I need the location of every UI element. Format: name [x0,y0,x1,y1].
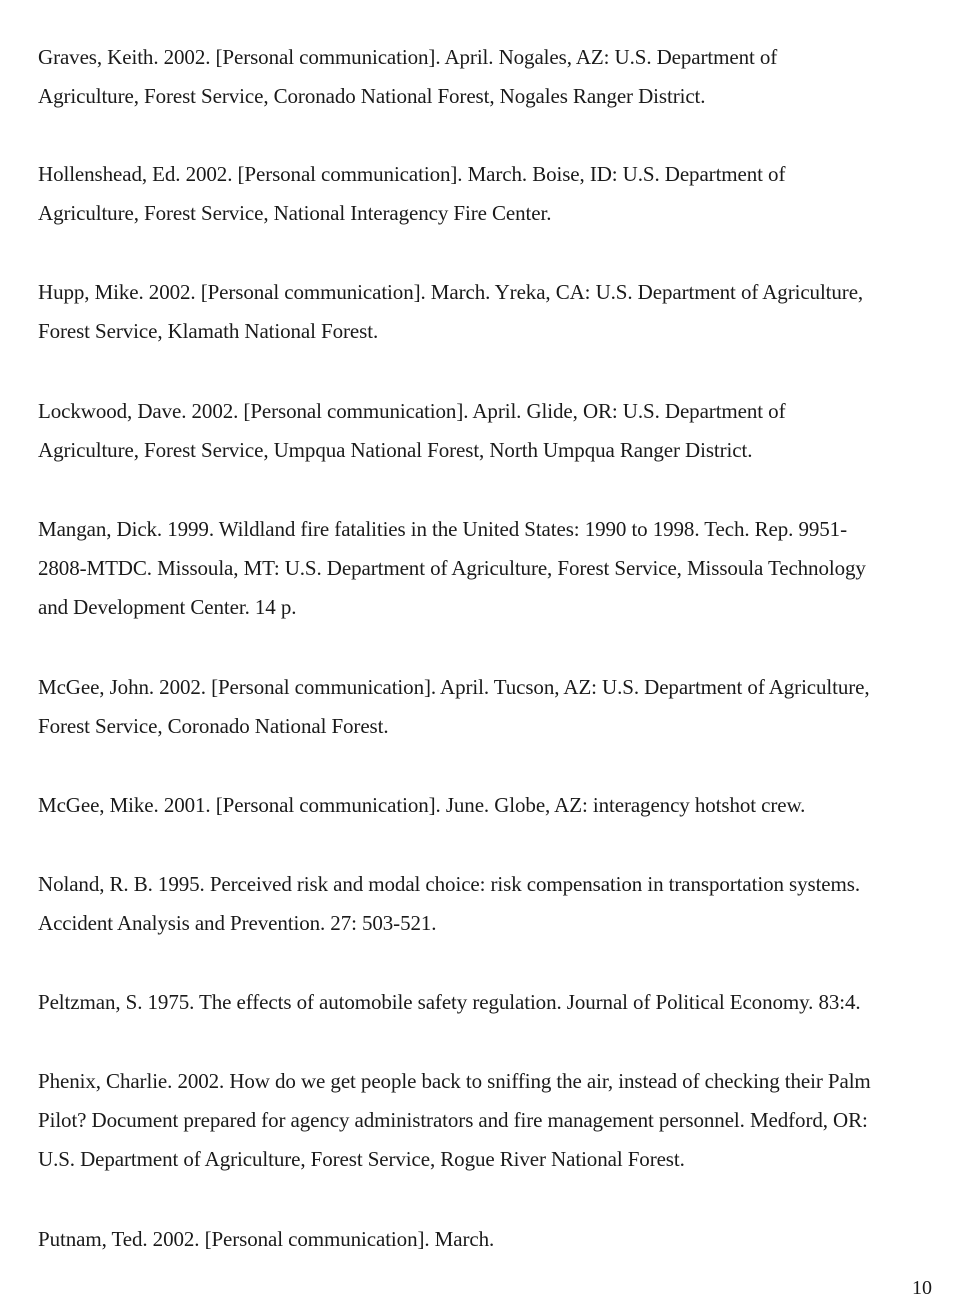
reference-entry [38,786,938,825]
reference-line: Noland, R. B. 1995. Perceived risk and modal choice: risk compensation in transportation systems. [38,872,860,896]
reference-line: Accident Analysis and Prevention. 27: 503-521. [38,911,437,935]
reference-entry [38,38,938,116]
reference-line: Forest Service, Klamath National Forest. [38,319,379,343]
reference-line: Pilot? Document prepared for agency administrators and fire management personnel. Medford, OR: [38,1108,868,1132]
reference-entry [38,668,938,746]
reference-line: Putnam, Ted. 2002. [Personal communication]. March. [38,1227,495,1251]
reference-line: Agriculture, Forest Service, Coronado National Forest, Nogales Ranger District. [38,84,706,108]
reference-line: Forest Service, Coronado National Forest. [38,714,389,738]
reference-line: Agriculture, Forest Service, Umpqua National Forest, North Umpqua Ranger District. [38,438,753,462]
reference-line: McGee, Mike. 2001. [Personal communication]. June. Globe, AZ: interagency hotshot crew. [38,793,806,817]
reference-line: McGee, John. 2002. [Personal communication]. April. Tucson, AZ: U.S. Department of Agriculture, [38,675,870,699]
reference-line: Lockwood, Dave. 2002. [Personal communication]. April. Glide, OR: U.S. Department of [38,399,786,423]
reference-entry [38,155,938,233]
reference-line: Mangan, Dick. 1999. Wildland fire fatalities in the United States: 1990 to 1998. Tech. Rep. 9951- [38,517,847,541]
reference-entry [38,510,938,627]
reference-entry [38,392,938,470]
reference-line: Phenix, Charlie. 2002. How do we get people back to sniffing the air, instead of checking their Palm [38,1069,871,1093]
reference-line: U.S. Department of Agriculture, Forest Service, Rogue River National Forest. [38,1147,685,1171]
reference-line: Agriculture, Forest Service, National Interagency Fire Center. [38,201,552,225]
reference-line: Peltzman, S. 1975. The effects of automobile safety regulation. Journal of Political Economy. 83:4. [38,990,861,1014]
reference-entry [38,865,938,943]
reference-line: and Development Center. 14 p. [38,595,297,619]
reference-entry [38,1220,938,1259]
reference-line: Graves, Keith. 2002. [Personal communication]. April. Nogales, AZ: U.S. Department of [38,45,778,69]
reference-line: 2808-MTDC. Missoula, MT: U.S. Department of Agriculture, Forest Service, Missoula Technology [38,556,866,580]
page-number: 10 [912,1277,932,1299]
reference-line: Hollenshead, Ed. 2002. [Personal communication]. March. Boise, ID: U.S. Department of [38,162,786,186]
reference-entry [38,273,938,351]
reference-entry [38,1062,938,1179]
reference-line: Hupp, Mike. 2002. [Personal communication]. March. Yreka, CA: U.S. Department of Agriculture, [38,280,864,304]
reference-entry [38,983,938,1022]
